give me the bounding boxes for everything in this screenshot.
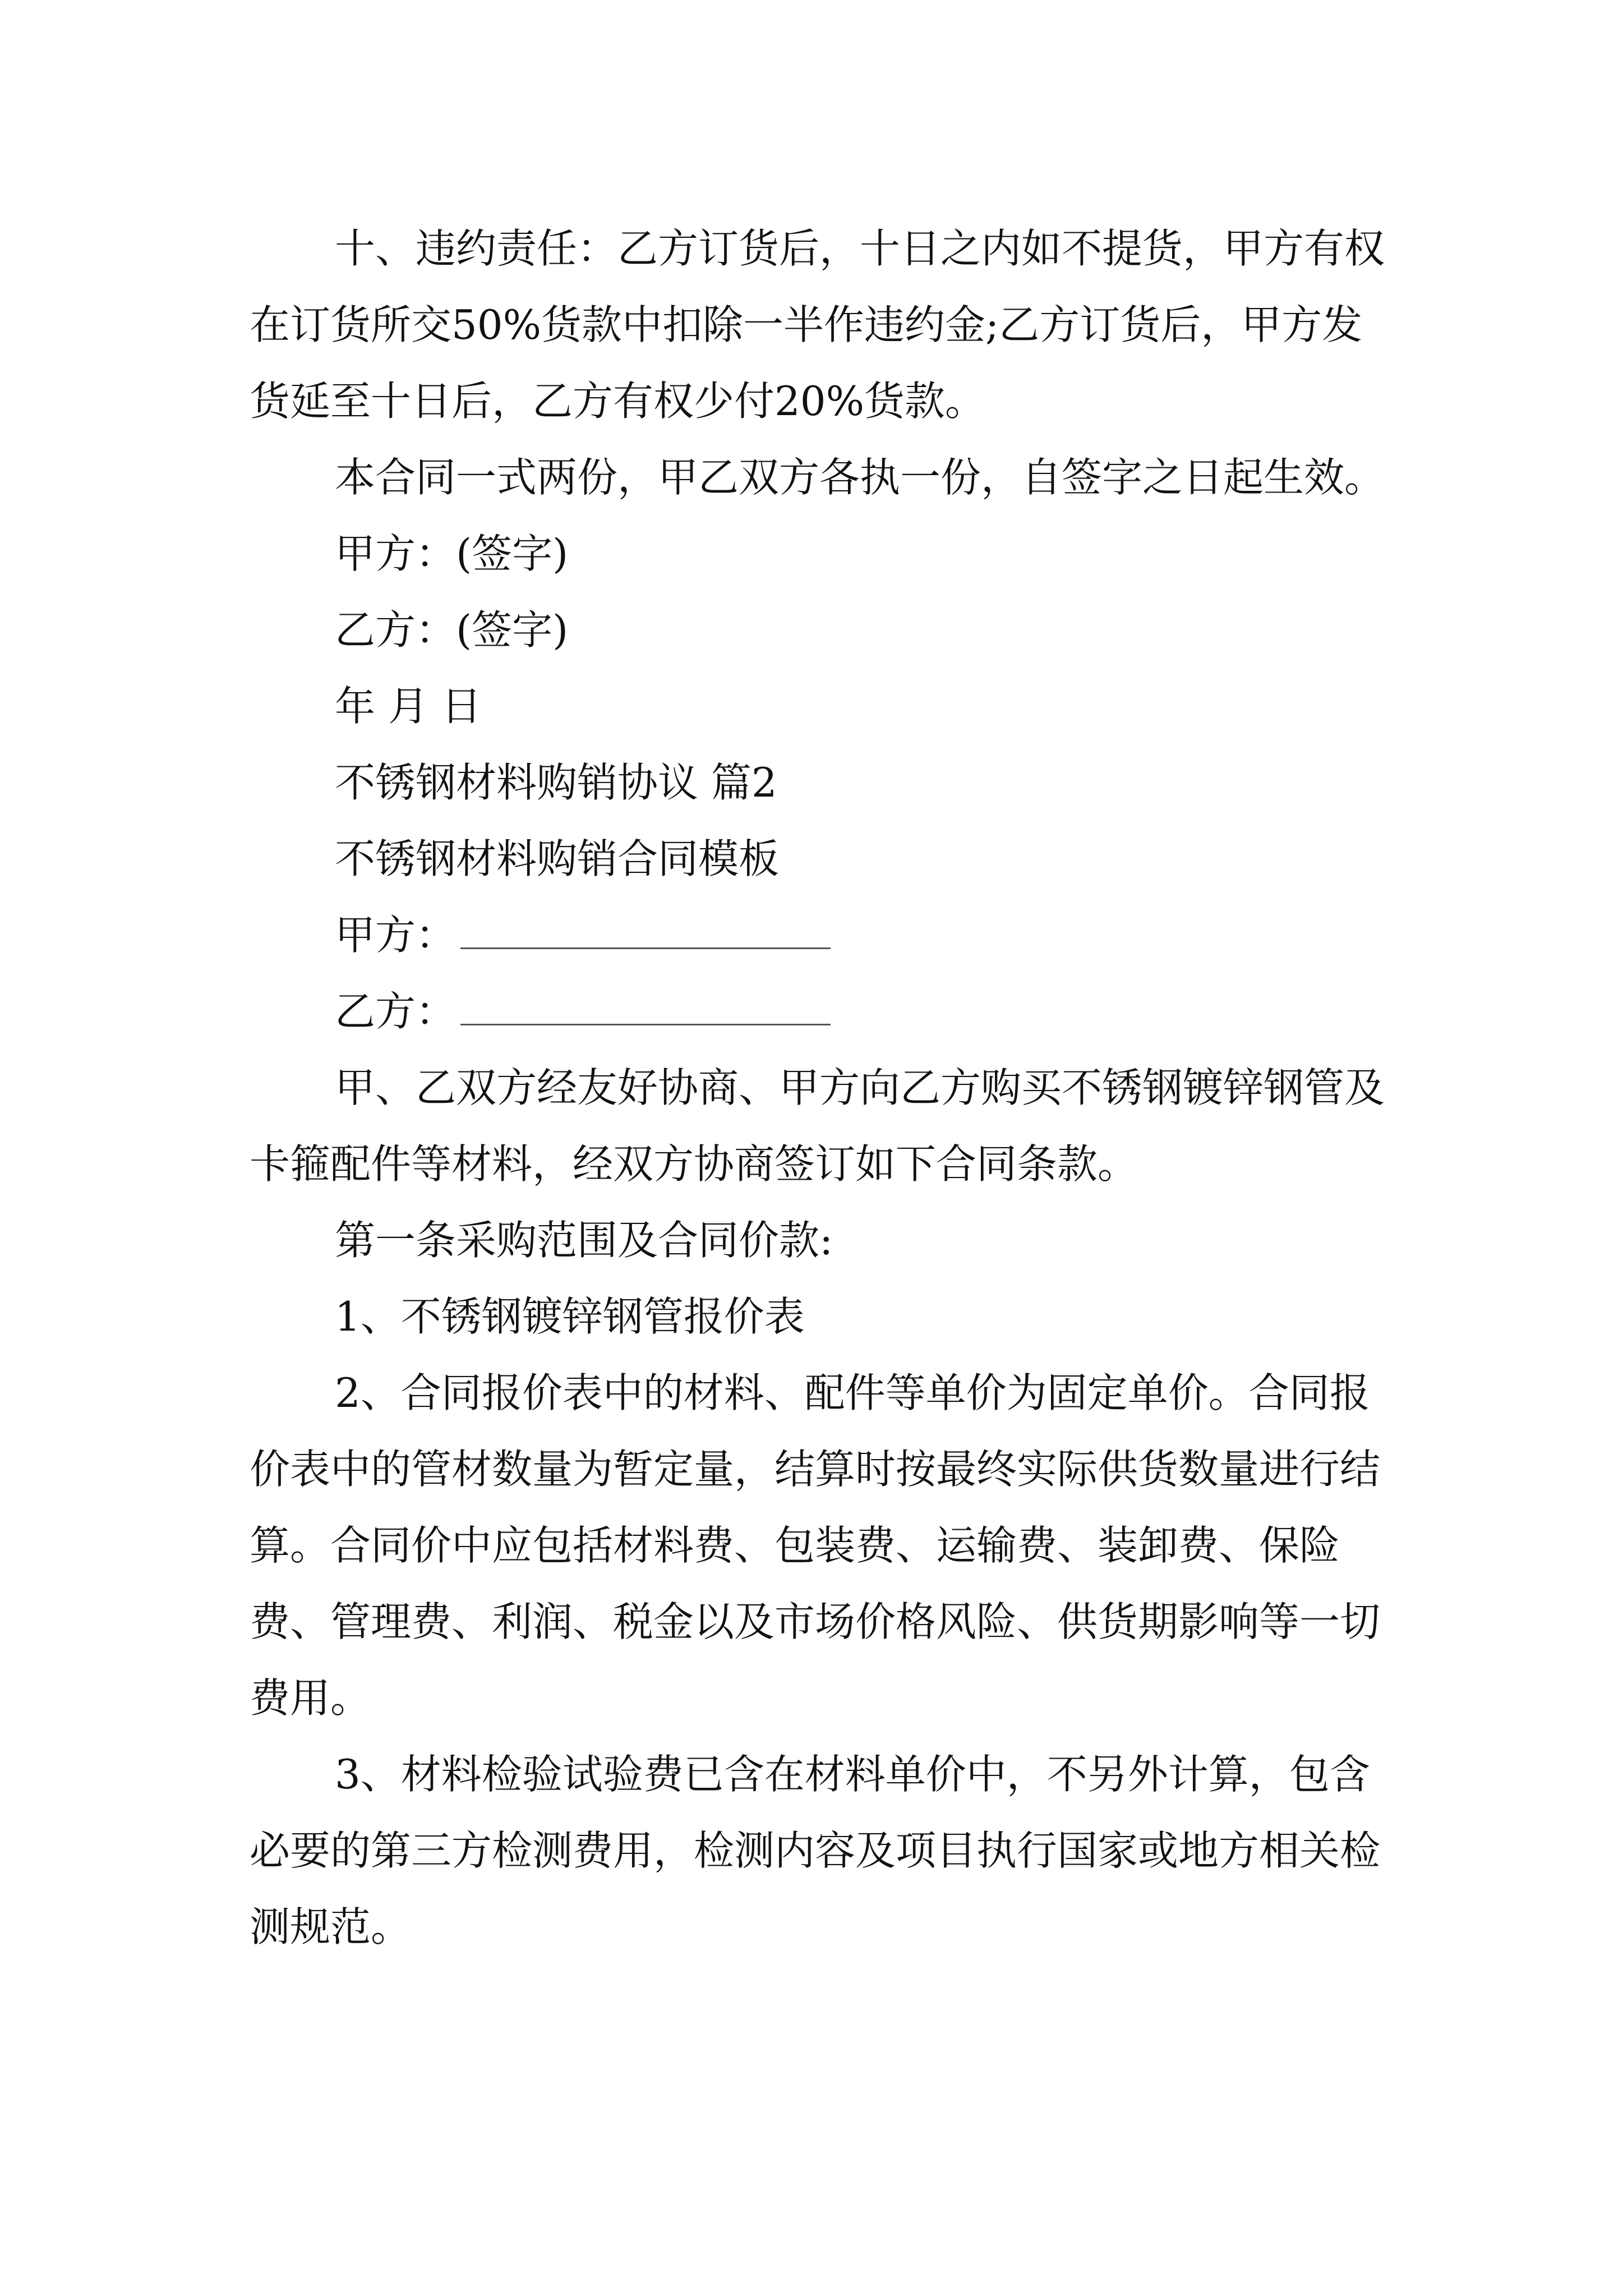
contract-copies-paragraph: 本合同一式两份，甲乙双方各执一份，自签字之日起生效。 — [335, 454, 1385, 501]
section-heading: 不锈钢材料购销协议 篇2 — [335, 759, 777, 806]
date-line: 年 月 日 — [335, 683, 482, 730]
breach-liability-paragraph: 十、违约责任：乙方订货后，十日之内如不提货，甲方有权在订货所交50%货款中扣除一半作违约金;乙方订货后，甲方发货延至十日后，乙方有权少付20%货款。 — [250, 225, 1385, 425]
party-b-label: 乙方： — [335, 988, 457, 1035]
party-b-signature: 乙方：(签字) — [335, 606, 569, 654]
party-a-blank-field — [460, 914, 831, 949]
template-title: 不锈钢材料购销合同模板 — [335, 835, 780, 882]
party-a-line — [250, 897, 1394, 973]
item-one: 1、不锈钢镀锌钢管报价表 — [335, 1293, 805, 1340]
party-a-label: 甲方： — [335, 912, 457, 959]
party-b-line — [250, 973, 1394, 1050]
item-three-paragraph: 3、材料检验试验费已含在材料单价中，不另外计算，包含必要的第三方检测费用，检测内容及项目执行国家或地方相关检测规范。 — [250, 1751, 1381, 1950]
item-two-paragraph: 2、合同报价表中的材料、配件等单价为固定单价。合同报价表中的管材数量为暂定量，结算时按最终实际供货数量进行结算。合同价中应包括材料费、包装费、运输费、装卸费、保险费、管理费、利润、税金以及市场价格风险、供货期影响等一切费用。 — [250, 1369, 1381, 1722]
party-b-blank-field — [460, 990, 831, 1025]
document-body — [250, 210, 1394, 1965]
party-a-signature: 甲方：(签字) — [335, 530, 569, 577]
negotiation-paragraph: 甲、乙双方经友好协商、甲方向乙方购买不锈钢镀锌钢管及卡箍配件等材料，经双方协商签订如下合同条款。 — [250, 1064, 1385, 1188]
article-one-heading: 第一条采购范围及合同价款: — [335, 1217, 833, 1264]
